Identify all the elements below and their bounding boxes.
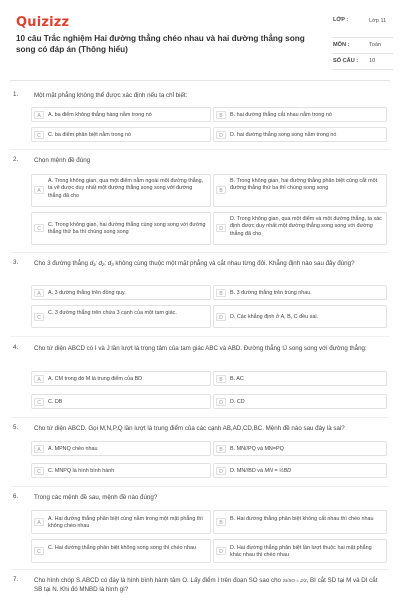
question-number: 4. (13, 344, 19, 351)
option-c[interactable] (31, 127, 211, 142)
option-text: B. 3 đường thẳng trên trùng nhau. (230, 290, 312, 296)
math-si-so-ratio: SI/SO = 2/3 (282, 578, 307, 583)
option-text-start: D. MN//BD và (230, 468, 263, 474)
option-c[interactable] (31, 212, 211, 245)
question-number: 7. (13, 576, 19, 583)
worksheet-title: 10 câu Trắc nghiệm Hai đường thẳng chéo nhau và hai đường thẳng song song có đáp án (Thông hiểu) (16, 34, 305, 54)
option-text: C. Hai đường thẳng phân biệt không song song thì chéo nhau (48, 545, 197, 551)
question-divider (10, 149, 390, 150)
option-letter: C (34, 398, 44, 406)
option-text: B. MN//PQ và MN=PQ (230, 446, 284, 452)
option-a[interactable] (31, 285, 211, 300)
option-text: B. hai đường thẳng cắt nhau nằm trong nó (230, 112, 332, 118)
question-number: 2. (13, 156, 19, 163)
option-a[interactable] (31, 510, 211, 534)
meta-subject-value: Toán (369, 42, 382, 48)
option-c[interactable] (31, 394, 211, 409)
option-letter: C (34, 467, 44, 475)
option-text: C. 3 đường thẳng trên chứa 3 cạnh của một tam giác. (48, 310, 177, 316)
option-a[interactable] (31, 371, 211, 386)
option-letter: D (216, 398, 226, 406)
option-text: A. Trong không gian, qua một điểm nằm ngoài một đường thẳng, ta vẽ được duy nhất một đường thẳng song song với đường thẳng đã cho (48, 178, 204, 199)
option-b[interactable] (213, 285, 387, 300)
option-d[interactable] (213, 127, 387, 142)
option-d[interactable] (213, 212, 387, 245)
option-letter: B (216, 111, 226, 119)
question-number: 5. (13, 424, 19, 431)
option-c[interactable] (31, 463, 211, 478)
option-letter: C (34, 547, 44, 555)
option-b[interactable] (213, 107, 387, 122)
option-letter: B (216, 186, 226, 194)
meta-divider (333, 37, 393, 38)
math-lines-d1-d2-d3: d₁; d₂; d₃ (89, 260, 114, 267)
option-letter: B (216, 375, 226, 383)
question-text: Trong các mệnh đề sau, mệnh đề nào đúng? (34, 494, 158, 501)
question-number: 1. (13, 91, 19, 98)
option-b[interactable] (213, 441, 387, 456)
option-letter: B (216, 289, 226, 297)
worksheet-header (0, 0, 400, 78)
question-text: Một mặt phẳng không thể được xác định nếu ta chỉ biết: (34, 92, 188, 99)
option-letter: A (34, 518, 44, 526)
option-d[interactable] (213, 539, 387, 563)
header-divider (10, 80, 390, 81)
question-text-end: , BI cắt SD tại M và DI cắt SB tại N. Khi đó MNBD là hình gì? (34, 577, 378, 594)
option-letter: A (34, 445, 44, 453)
option-text: A. Hai đường thẳng phân biệt cùng nằm trong một mặt phẳng thì không chéo nhau (48, 516, 203, 530)
math-mn-half-bd: MN = ½BD (264, 468, 291, 474)
question-text-start: Cho hình chóp S.ABCD có đáy là hình bình hành tâm O. Lấy điểm I trên đoạn SO sao cho (34, 577, 281, 585)
option-letter: A (34, 375, 44, 383)
option-text: C. DB (48, 399, 63, 405)
option-letter: D (216, 224, 226, 232)
option-letter: D (216, 131, 226, 139)
option-text: A. 3 đường thẳng trên đồng quy. (48, 290, 126, 296)
option-a[interactable] (31, 107, 211, 122)
option-letter: C (34, 131, 44, 139)
question-text-end: không cùng thuộc một mặt phẳng và cắt nhau từng đôi. Khẳng định nào sau đây đúng? (115, 260, 355, 267)
option-letter: B (216, 518, 226, 526)
option-d[interactable] (213, 394, 387, 409)
question-text: Chọn mệnh đề đúng (34, 157, 91, 164)
option-text: B. Trong không gian, hai đường thẳng phân biệt cùng cắt một đường thẳng thứ ba thì chúng song song (230, 178, 378, 192)
option-text: C. Trong không gian, hai đường thẳng cùng song song với đường thẳng thứ ba thì chúng song song (48, 222, 206, 236)
option-letter: D (216, 467, 226, 475)
meta-count-value: 10 (369, 58, 376, 64)
question-divider (10, 336, 390, 337)
question-divider (10, 252, 390, 253)
option-text (230, 468, 383, 475)
option-text: B. AC (230, 376, 244, 382)
question-divider (10, 417, 390, 418)
option-letter: D (216, 547, 226, 555)
option-letter: C (34, 313, 44, 321)
question-number: 3. (13, 259, 19, 266)
meta-divider (333, 69, 393, 70)
option-text: D. CD (230, 399, 245, 405)
option-a[interactable] (31, 174, 211, 207)
option-text: C. MNPQ là hình bình hành (48, 468, 115, 474)
option-c[interactable] (31, 305, 211, 328)
option-text: C. ba điểm phân biệt nằm trong nó (48, 132, 132, 138)
question-number: 6. (13, 493, 19, 500)
question-divider (10, 569, 390, 570)
meta-grade-label: LỚP : (333, 17, 349, 23)
option-letter: A (34, 289, 44, 297)
question-text (34, 259, 386, 268)
question-text: Cho tứ diện ABCD. Gọi M,N,P,Q lần lượt là trung điểm của các cạnh AB,AD,CD,BC. Mệnh đề nào sau đây là sai? (34, 425, 345, 432)
option-text: A. ba điểm không thẳng hàng nằm trong nó (48, 112, 152, 118)
meta-subject-label: MÔN : (333, 42, 350, 48)
question-text (34, 576, 386, 594)
option-text: D. hai đường thẳng song song nằm trong nó (230, 132, 337, 138)
quizizz-logo: Quizizz (16, 15, 70, 30)
option-text: D. Trong không gian, qua một điểm và một đường thẳng, ta xác định được duy nhất một đường thẳng song song với đường thẳng đã cho (230, 216, 382, 237)
option-letter: A (34, 186, 44, 194)
option-letter: A (34, 111, 44, 119)
option-d[interactable] (213, 305, 387, 328)
option-b[interactable] (213, 174, 387, 207)
option-b[interactable] (213, 371, 387, 386)
option-text: D. Hai đường thẳng phân biệt lần lượt thuộc hai mặt phẳng khác nhau thì chéo nhau (230, 545, 372, 559)
option-d[interactable] (213, 463, 387, 478)
option-letter: D (216, 313, 226, 321)
option-letter: C (34, 224, 44, 232)
question-text: Cho tứ diện ABCD có I và J lần lượt là trọng tâm của tam giác ABC và ABD. Đường thẳng IJ song song với đường thẳng: (34, 345, 367, 352)
option-text: D. Các khẳng định ở A, B, C đều sai. (230, 314, 319, 320)
option-text: A. MPNQ chéo nhau (48, 446, 98, 452)
meta-divider (333, 53, 393, 54)
option-letter: B (216, 445, 226, 453)
question-divider (10, 486, 390, 487)
option-c[interactable] (31, 539, 211, 563)
option-a[interactable] (31, 441, 211, 456)
meta-grade-value: Lớp 11 (369, 18, 387, 24)
meta-count-label: SỐ CÂU : (333, 58, 359, 64)
option-text: A. CM trong đó M là trung điểm của BD (48, 376, 143, 382)
option-text: B. Hai đường thẳng phân biệt không cắt nhau thì chéo nhau (230, 516, 374, 522)
question-text-start: Cho 3 đường thẳng (34, 260, 88, 267)
option-b[interactable] (213, 510, 387, 534)
